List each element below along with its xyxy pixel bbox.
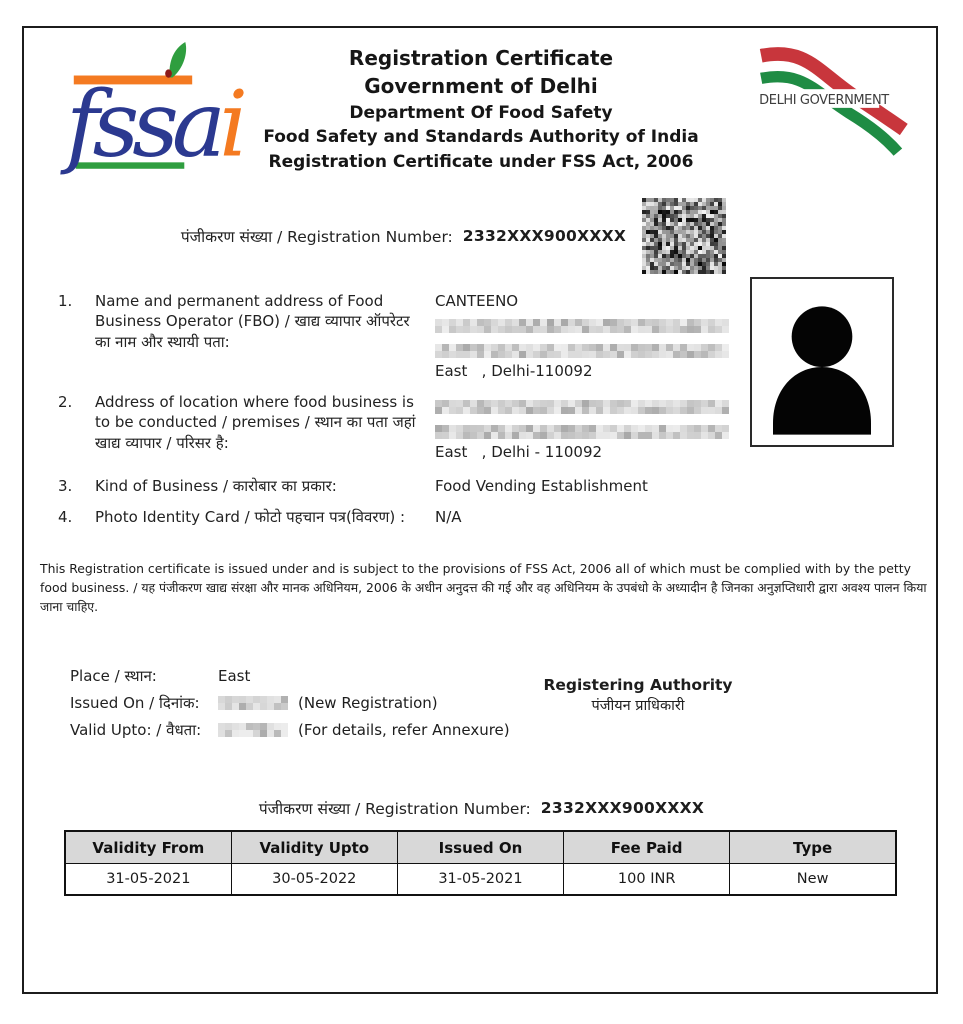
validity-table-header-row	[65, 831, 896, 864]
issued-on-row	[70, 689, 510, 716]
cell-issued-on: 31-05-2021	[397, 864, 563, 896]
title-government-of-delhi: Government of Delhi	[364, 74, 598, 99]
title-fss-act: Registration Certificate under FSS Act, 2006	[268, 152, 694, 173]
fssai-logo	[58, 40, 242, 188]
registration-number-line-2	[0, 793, 963, 823]
registering-authority-hi: पंजीयन प्राधिकारी	[591, 698, 685, 714]
item-number: 1.	[58, 292, 73, 310]
item-photo-identity-card	[58, 507, 752, 527]
registering-authority-en: Registering Authority	[543, 676, 733, 694]
registration-number-value: 2332XXX900XXXX	[540, 799, 705, 817]
item-label: Kind of Business / कारोबार का प्रकार:	[95, 477, 337, 495]
registering-authority-block	[540, 676, 736, 715]
registration-number-label: पंजीकरण संख्या / Registration Number:	[180, 228, 453, 246]
redacted-address-line	[435, 425, 729, 439]
delhi-logo-label: DELHI GOVERNMENT	[759, 92, 889, 108]
kind-of-business-value: Food Vending Establishment	[435, 477, 648, 495]
item-label: Name and permanent address of Food Business Operator (FBO) / खाद्य व्यापार ऑपरेटर का नाम और स्थायी पता:	[95, 292, 410, 351]
item-fbo-name-address	[58, 291, 752, 382]
item-kind-of-business	[58, 476, 752, 496]
valid-upto-label: Valid Upto: / वैधता:	[70, 720, 202, 739]
redacted-address-line	[435, 400, 729, 414]
title-department: Department Of Food Safety	[349, 102, 613, 123]
registration-number-label: पंजीकरण संख्या / Registration Number:	[258, 800, 531, 818]
valid-upto-note: (For details, refer Annexure)	[298, 720, 510, 739]
item-value-block	[435, 291, 752, 382]
person-silhouette-icon	[763, 297, 881, 437]
cell-validity-upto: 30-05-2022	[231, 864, 397, 896]
redacted-address-line	[435, 319, 729, 333]
title-registration-certificate: Registration Certificate	[348, 46, 614, 70]
item-number: 3.	[58, 477, 73, 495]
photo-placeholder	[750, 277, 894, 447]
redacted-valid-date	[218, 723, 288, 737]
place-row	[70, 662, 510, 689]
valid-upto-row	[70, 716, 510, 743]
fbo-name: CANTEENO	[435, 292, 519, 310]
cell-fee-paid: 100 INR	[564, 864, 730, 896]
col-issued-on: Issued On	[397, 831, 563, 864]
item-premises-address	[58, 392, 752, 462]
registration-number-line	[0, 196, 963, 276]
cell-validity-from: 31-05-2021	[65, 864, 231, 896]
fssai-logo-wordmark: fssai	[65, 72, 242, 178]
place-value: East	[218, 666, 251, 685]
qr-code	[642, 198, 726, 274]
col-validity-upto: Validity Upto	[231, 831, 397, 864]
redacted-address-line	[435, 344, 729, 358]
col-fee-paid: Fee Paid	[564, 831, 730, 864]
registration-number-value: 2332XXX900XXXX	[462, 227, 627, 245]
item-number: 4.	[58, 508, 73, 526]
delhi-government-logo	[757, 40, 905, 160]
item-number: 2.	[58, 393, 73, 411]
item-label: Address of location where food business is to be conducted / premises / स्थान का पता जहां खाद्य व्यापार / परिसर है:	[95, 393, 416, 452]
issue-details	[70, 662, 510, 743]
place-label: Place / स्थान:	[70, 666, 157, 685]
issued-on-note: (New Registration)	[298, 693, 438, 712]
cell-type: New	[730, 864, 896, 896]
fbo-city: East , Delhi-110092	[435, 362, 593, 381]
certificate-header	[225, 44, 737, 175]
certificate-notice: This Registration certificate is issued under and is subject to the provisions of FSS Act, 2006 all of which must be complied with by the petty food business. / यह पंजीकरण खाद्य संरक्षा और मानक अधिनियम, 2006 के अधीन अनुदत्त की गई और वह अधिनियम के उपबंधो के अध्यादीन है जिनका अनुज्ञप्तिधारी द्वारा अवश्य पालन किया जाना चाहिए.	[40, 561, 927, 615]
col-type: Type	[730, 831, 896, 864]
item-value-block	[435, 392, 752, 462]
item-label: Photo Identity Card / फोटो पहचान पत्र(विवरण) :	[95, 508, 406, 526]
issued-on-label: Issued On / दिनांक:	[70, 693, 200, 712]
validity-table	[64, 830, 897, 896]
redacted-issued-date	[218, 696, 288, 710]
photo-id-value: N/A	[435, 508, 462, 526]
col-validity-from: Validity From	[65, 831, 231, 864]
title-authority: Food Safety and Standards Authority of India	[263, 127, 699, 148]
table-row	[65, 864, 896, 896]
premises-city: East , Delhi - 110092	[435, 443, 603, 461]
